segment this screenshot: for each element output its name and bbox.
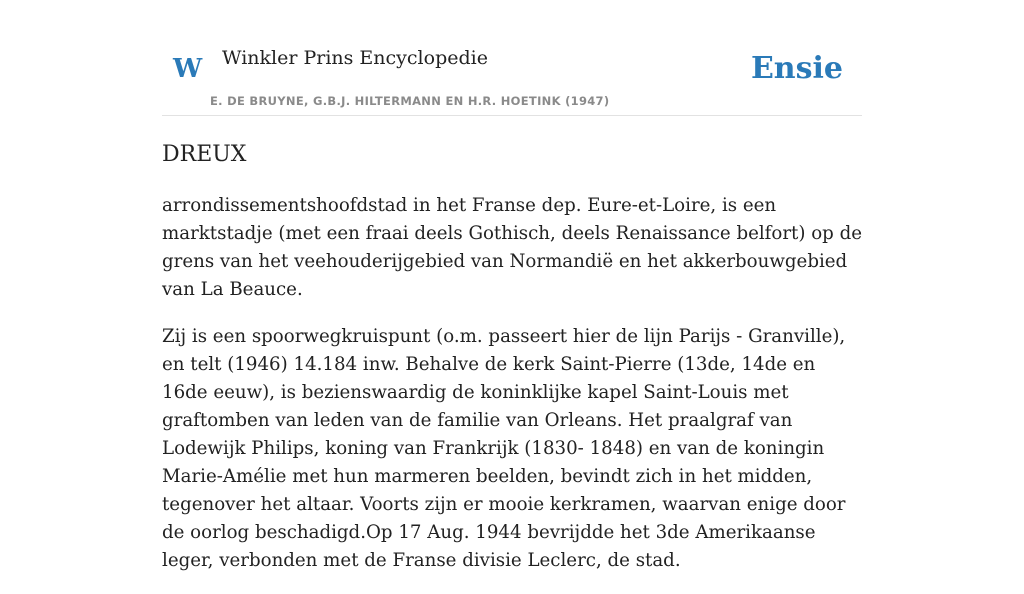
header (162, 36, 862, 116)
entry-title: DREUX (162, 142, 247, 167)
source-title[interactable]: Winkler Prins Encyclopedie (222, 47, 488, 69)
brand-logo[interactable]: Ensie (750, 51, 843, 86)
source-authors: E. DE BRUYNE, G.B.J. HILTERMANN EN H.R. HOETINK (1947) (210, 94, 610, 108)
source-logo[interactable]: W (173, 54, 203, 84)
entry-paragraph: Zij is een spoorwegkruispunt (o.m. passeert hier de lijn Parijs - Granville), en telt (1946) 14.184 inw. Behalve de kerk Saint-Pierre (13de, 14de en 16de eeuw), is bezienswaardig de koninklijke kapel Saint-Louis met graftomben van leden van de familie van Orleans. Het praalgraf van Lodewijk Philips, koning van Frankrijk (1830- 1848) en van de koningin Marie-Amélie met hun marmeren beelden, bevindt zich in het midden, tegenover het altaar. Voorts zijn er mooie kerkramen, waarvan enige door de oorlog beschadigd.Op 17 Aug. 1944 bevrijdde het 3de Amerikaanse leger, verbonden met de Franse divisie Leclerc, de stad. (162, 326, 846, 571)
entry-paragraph: arrondissementshoofdstad in het Franse dep. Eure-et-Loire, is een marktstadje (met een fraai deels Gothisch, deels Renaissance belfort) op de grens van het veehouderijgebied van Normandië en het akkerbouwgebied van La Beauce. (162, 195, 863, 300)
entry-body (162, 192, 862, 594)
